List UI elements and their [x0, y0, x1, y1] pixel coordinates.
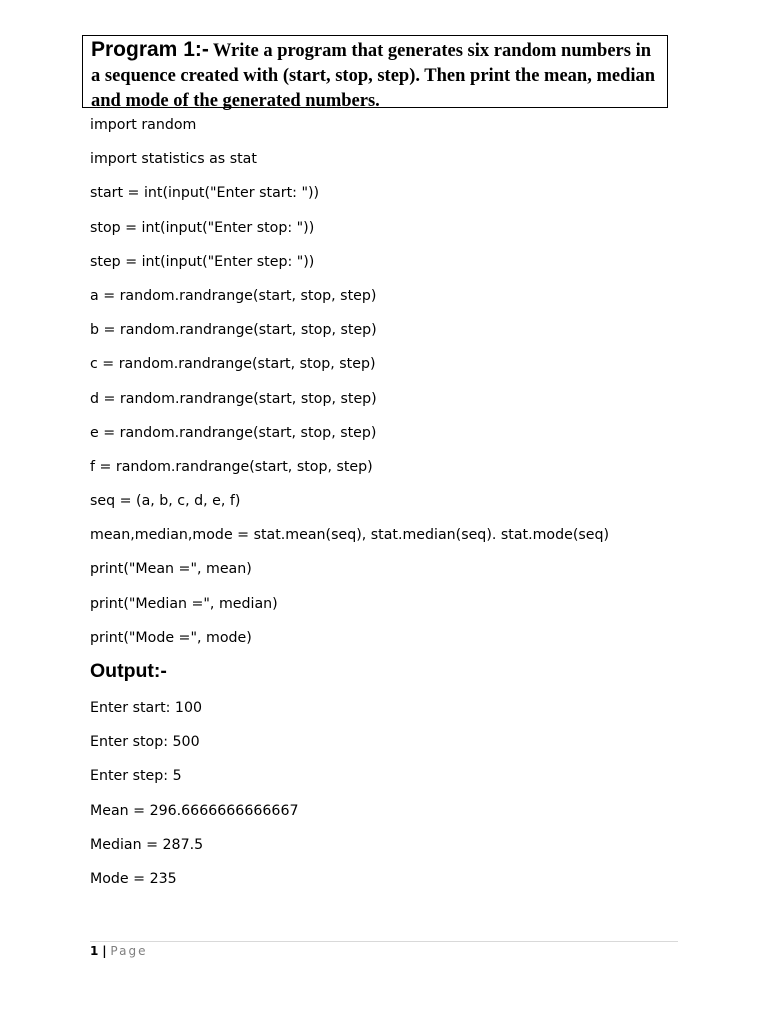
page-label: Page	[110, 944, 148, 958]
code-line: f = random.randrange(start, stop, step)	[90, 458, 373, 475]
code-line: a = random.randrange(start, stop, step)	[90, 287, 377, 304]
code-line: c = random.randrange(start, stop, step)	[90, 356, 376, 373]
program-title-label: Program 1:-	[91, 38, 209, 61]
output-line: Mean = 296.6666666666667	[90, 802, 299, 819]
footer-separator: |	[102, 944, 107, 958]
code-line: step = int(input("Enter step: "))	[90, 253, 315, 270]
code-line: print("Median =", median)	[90, 595, 278, 612]
code-line: print("Mean =", mean)	[90, 561, 252, 578]
output-line: Mode = 235	[90, 870, 177, 887]
output-line: Enter step: 5	[90, 768, 182, 785]
program-title-box	[82, 35, 668, 111]
code-listing	[90, 114, 609, 661]
output-heading: Output:-	[90, 660, 167, 682]
output-line: Enter stop: 500	[90, 734, 200, 751]
page-footer	[90, 943, 147, 959]
code-line: b = random.randrange(start, stop, step)	[90, 322, 377, 339]
code-line: start = int(input("Enter start: "))	[90, 185, 320, 202]
code-line: d = random.randrange(start, stop, step)	[90, 390, 377, 407]
code-line: stop = int(input("Enter stop: "))	[90, 219, 315, 236]
footer-divider	[90, 941, 678, 942]
output-listing	[90, 697, 299, 902]
code-line: import random	[90, 117, 197, 133]
code-line: seq = (a, b, c, d, e, f)	[90, 493, 241, 510]
code-line: mean,median,mode = stat.mean(seq), stat.median(seq). stat.mode(seq)	[90, 527, 610, 544]
code-line: e = random.randrange(start, stop, step)	[90, 424, 377, 441]
program-title-description: Write a program that generates six random numbers in a sequence created with (start, stop, step). Then print the mean, median and mode of the generated numbers.	[91, 41, 656, 111]
page-number: 1	[90, 944, 99, 958]
code-line: print("Mode =", mode)	[90, 629, 252, 646]
code-line: import statistics as stat	[90, 151, 257, 168]
output-line: Enter start: 100	[90, 700, 203, 716]
output-line: Median = 287.5	[90, 836, 204, 853]
